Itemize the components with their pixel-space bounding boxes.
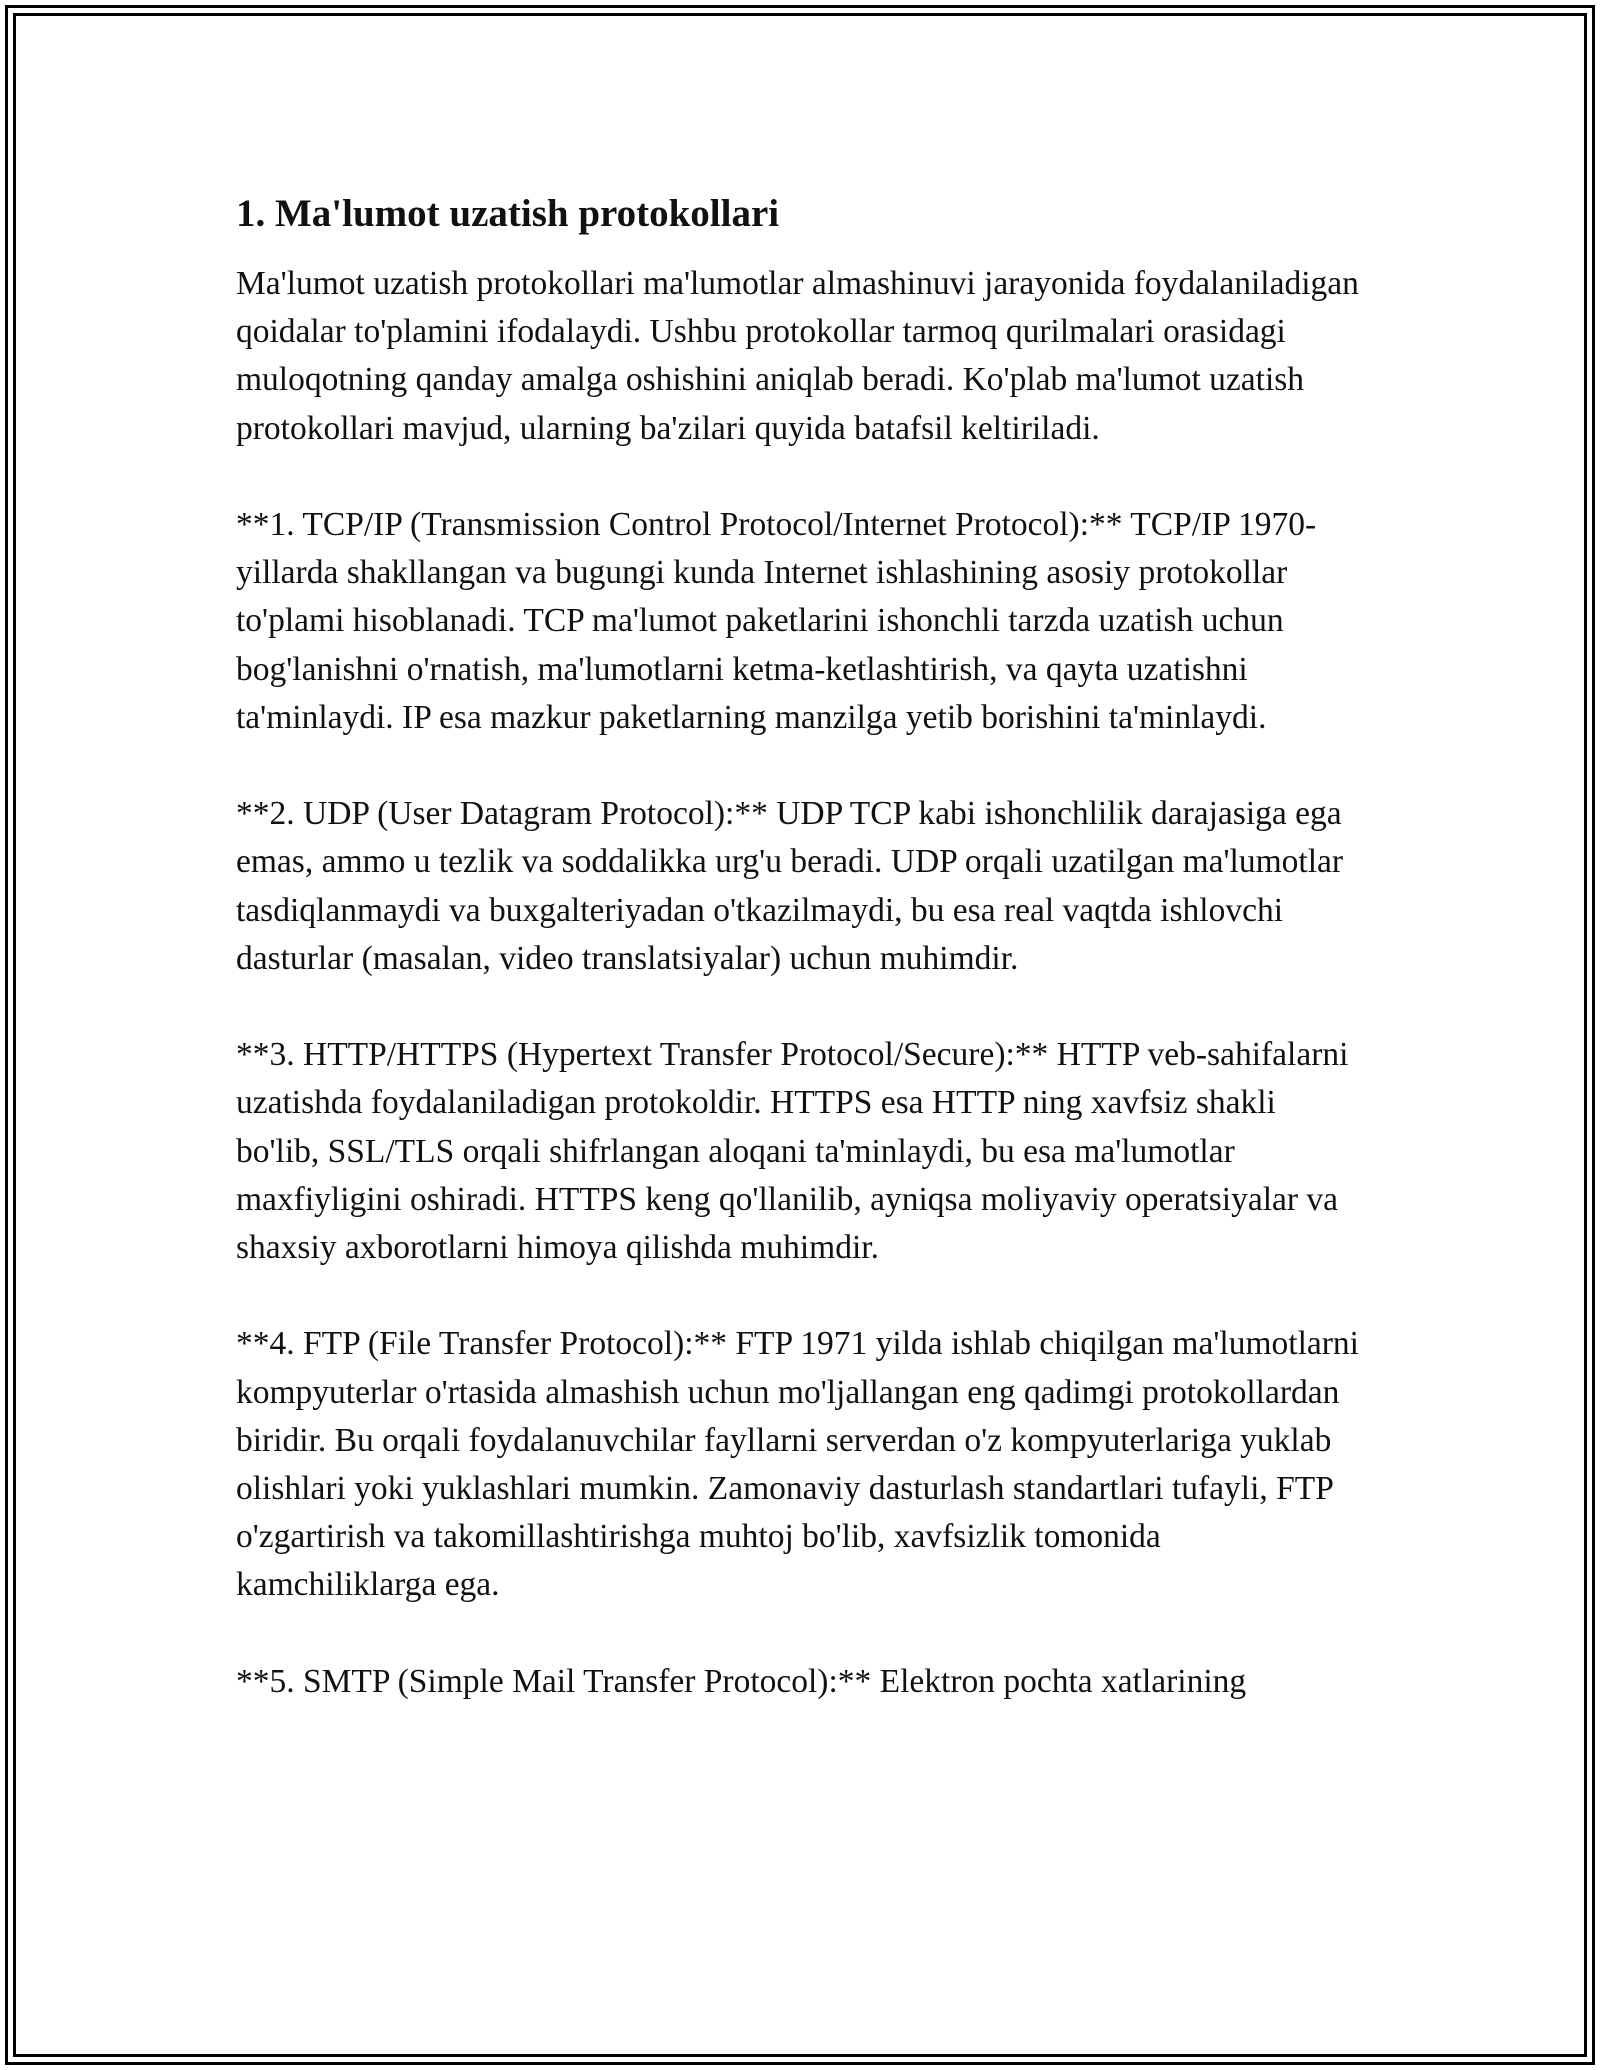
document-body: [236, 188, 1366, 1706]
smtp-paragraph: **5. SMTP (Simple Mail Transfer Protocol):** Elektron pochta xatlarining: [236, 1662, 1247, 1700]
http-https-paragraph: **3. HTTP/HTTPS (Hypertext Transfer Protocol/Secure):** HTTP veb-sahifalarni uzatishda foydalaniladigan protokoldir. HTTPS esa HTTP ning xavfsiz shakli bo'lib, SSL/TLS orqali shifrlangan aloqani ta'minlaydi, bu esa ma'lumotlar maxfiyligini oshiradi. HTTPS keng qo'llanilib, ayniqsa moliyaviy operatsiyalar va shaxsiy axborotlarni himoya qilishda muhimdir.: [236, 1036, 1349, 1267]
document-title: 1. Ma'lumot uzatish protokollari: [236, 192, 780, 235]
intro-paragraph: Ma'lumot uzatish protokollari ma'lumotlar almashinuvi jarayonida foydalaniladigan qoidalar to'plamini ifodalaydi. Ushbu protokollar tarmoq qurilmalari orasidagi muloqotning qanday amalga oshishini aniqlab beradi. Ko'plab ma'lumot uzatish protokollari mavjud, ularning ba'zilari quyida batafsil keltiriladi.: [236, 265, 1359, 447]
udp-paragraph: **2. UDP (User Datagram Protocol):** UDP TCP kabi ishonchlilik darajasiga ega emas, ammo u tezlik va soddalikka urg'u beradi. UDP orqali uzatilgan ma'lumotlar tasdiqlanmaydi va buxgalteriyadan o'tkazilmaydi, bu esa real vaqtda ishlovchi dasturlar (masalan, video translatsiyalar) uchun muhimdir.: [236, 795, 1344, 977]
tcp-ip-paragraph: **1. TCP/IP (Transmission Control Protocol/Internet Protocol):** TCP/IP 1970-yillarda shakllangan va bugungi kunda Internet ishlashining asosiy protokollar to'plami hisoblanadi. TCP ma'lumot paketlarini ishonchli tarzda uzatish uchun bog'lanishni o'rnatish, ma'lumotlarni ketma-ketlashtirish, va qayta uzatishni ta'minlaydi. IP esa mazkur paketlarning manzilga yetib borishini ta'minlaydi.: [236, 506, 1317, 736]
ftp-paragraph: **4. FTP (File Transfer Protocol):** FTP 1971 yilda ishlab chiqilgan ma'lumotlarni kompyuterlar o'rtasida almashish uchun mo'ljallangan eng qadimgi protokollardan biridir. Bu orqali foydalanuvchilar fayllarni serverdan o'z kompyuterlariga yuklab olishlari yoki yuklashlari mumkin. Zamonaviy dasturlash standartlari tufayli, FTP o'zgartirish va takomillashtirishga muhtoj bo'lib, xavfsizlik tomonida kamchiliklarga ega.: [236, 1325, 1359, 1604]
